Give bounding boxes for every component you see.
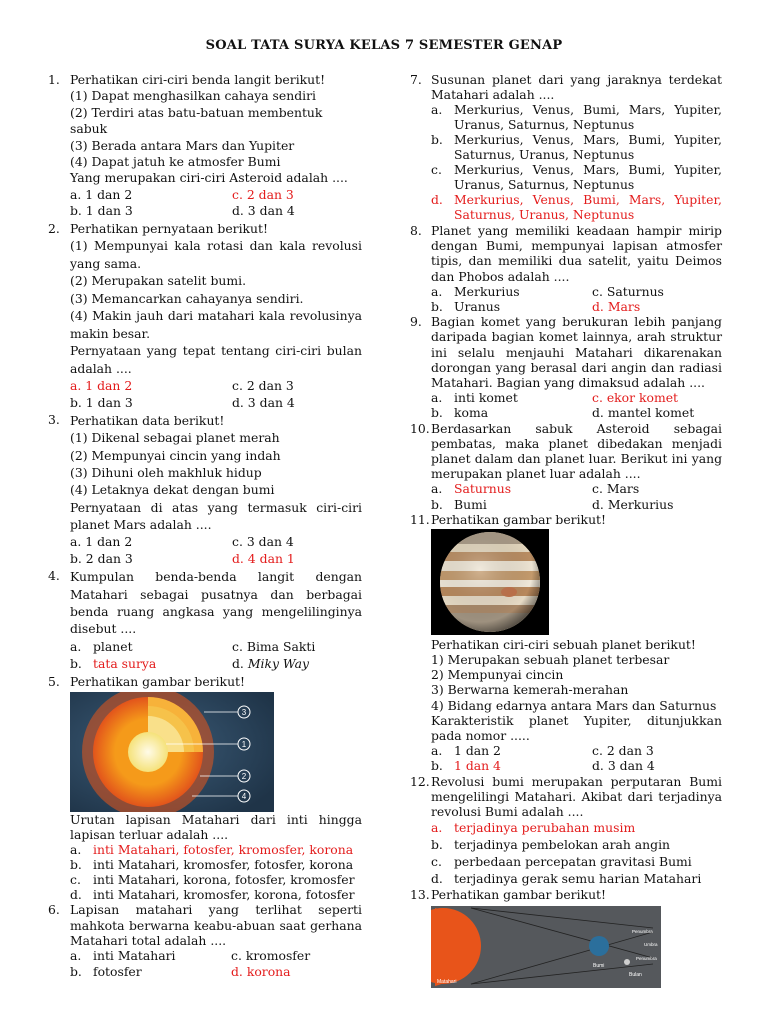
option-b[interactable]: b. 1 dan 3 xyxy=(70,395,133,411)
option-letter: d. xyxy=(592,405,604,421)
option-text: Saturnus xyxy=(606,283,664,299)
statement: (2) Merupakan satelit bumi. xyxy=(70,273,247,289)
option-b[interactable] xyxy=(431,405,592,420)
option-text: terjadinya gerak semu harian Matahari xyxy=(454,871,702,887)
question-number: 6. xyxy=(48,902,60,918)
option-text: mantel komet xyxy=(607,405,695,421)
option-d-answer[interactable] xyxy=(231,964,362,980)
right-column xyxy=(410,72,722,988)
option-text: koma xyxy=(454,405,489,421)
option-d[interactable]: d. 3 dan 4 xyxy=(232,203,295,219)
question-stem: Perhatikan gambar berikut! xyxy=(431,511,607,527)
question-ask-2: Karakteristik planet Yupiter, ditunjukkan pada nomor ..... xyxy=(431,712,722,744)
option-letter: c. xyxy=(70,872,81,888)
option-b[interactable] xyxy=(431,836,722,853)
options xyxy=(431,284,722,314)
sun-label: Matahari xyxy=(437,978,457,985)
option-text: inti Matahari, kromosfer, korona, fotosfer xyxy=(93,887,355,903)
earth-disk xyxy=(589,936,609,956)
question-8 xyxy=(410,223,722,314)
statement: (1) Dikenal sebagai planet merah xyxy=(70,430,280,446)
option-letter: a. xyxy=(70,842,82,858)
options xyxy=(70,533,362,567)
option-b[interactable] xyxy=(70,964,231,980)
option-letter: b. xyxy=(70,963,82,979)
question-number: 2. xyxy=(48,220,60,236)
option-a[interactable]: a. 1 dan 2 xyxy=(70,186,133,202)
option-b[interactable]: b. 1 dan 3 xyxy=(70,203,133,219)
layer-label: 4 xyxy=(241,792,247,802)
option-text: perbedaan percepatan gravitasi Bumi xyxy=(454,854,692,870)
question-6 xyxy=(48,902,362,980)
penumbra-label: Penumbra xyxy=(636,955,657,961)
question-ask: Pernyataan di atas yang termasuk ciri-ciri planet Mars adalah .... xyxy=(70,499,362,532)
option-text: Mars xyxy=(607,299,641,315)
option-letter: d. xyxy=(592,758,604,774)
question-11 xyxy=(410,512,722,774)
option-a[interactable] xyxy=(431,481,592,496)
option-text-answer: inti Matahari, fotosfer, kromosfer, korona xyxy=(93,842,354,858)
option-b[interactable] xyxy=(431,497,592,512)
option-letter: d. xyxy=(592,299,604,315)
statement: 3) Berwarna kemerah-merahan xyxy=(431,682,629,698)
question-stem: Perhatikan ciri-ciri benda langit berikut! xyxy=(70,72,326,87)
option-letter: c. xyxy=(231,947,242,963)
option-b[interactable] xyxy=(431,132,722,162)
option-c[interactable] xyxy=(592,284,722,299)
option-d-answer[interactable]: d. 4 dan 1 xyxy=(232,551,295,567)
question-stem: Bagian komet yang berukuran lebih panjang daripada bagian komet lainnya, arah struktur ini selalu menjauhi Matahari dikarenakan dorongan yang berasal dari angin dan radiasi Matahari. Bagian yang dimaksud adalah .... xyxy=(431,314,722,391)
option-a[interactable] xyxy=(70,638,232,656)
option-letter: a. xyxy=(431,390,443,406)
option-a-answer[interactable] xyxy=(431,819,722,836)
sun-core xyxy=(128,732,168,772)
option-a-answer[interactable]: a. 1 dan 2 xyxy=(70,378,133,394)
question-stem: Berdasarkan sabuk Asteroid sebagai pembatas, maka planet dibedakan menjadi planet dalam dan planet luar. Berikut ini yang merupakan planet luar adalah .... xyxy=(431,420,722,482)
option-text: Merkurius, Venus, Bumi, Mars, Yupiter, Uranus, Saturnus, Neptunus xyxy=(454,102,722,132)
option-text: terjadinya perubahan musim xyxy=(454,820,636,836)
option-text: Uranus xyxy=(454,299,501,315)
option-c[interactable] xyxy=(232,638,362,656)
options xyxy=(431,481,722,511)
layer-label: 1 xyxy=(241,740,247,750)
question-stem: Perhatikan gambar berikut! xyxy=(431,887,607,903)
option-d[interactable] xyxy=(232,655,362,673)
question-stem: Kumpulan benda-benda langit dengan Matahari sebagai pusatnya dan berbagai benda ruang angkasa yang mengelilinginya disebut .... xyxy=(70,569,362,637)
question-ask: Pernyataan yang tepat tentang ciri-ciri bulan adalah .... xyxy=(70,343,362,376)
option-c[interactable]: c. 2 dan 3 xyxy=(232,378,294,394)
option-a[interactable] xyxy=(431,743,592,758)
option-letter: d. xyxy=(431,871,443,887)
option-letter: b. xyxy=(431,405,443,421)
question-stem: Revolusi bumi merupakan perputaran Bumi mengelilingi Matahari. Akibat dari terjadinya revolusi Bumi adalah .... xyxy=(431,773,722,820)
question-1 xyxy=(48,72,362,220)
options xyxy=(70,948,362,980)
option-a[interactable] xyxy=(431,102,722,132)
question-stem: Perhatikan gambar berikut! xyxy=(70,673,246,689)
option-letter: c. xyxy=(232,638,243,654)
option-d[interactable] xyxy=(592,405,722,420)
option-text: Merkurius, Venus, Mars, Bumi, Yupiter, Saturnus, Uranus, Neptunus xyxy=(454,132,722,162)
option-letter: b. xyxy=(431,299,443,315)
option-d-answer[interactable] xyxy=(592,299,722,314)
moon-disk xyxy=(624,959,630,965)
question-2 xyxy=(48,221,362,411)
option-c[interactable] xyxy=(431,162,722,192)
option-letter: a. xyxy=(431,102,443,117)
option-letter: a. xyxy=(431,743,443,759)
question-stem: Perhatikan data berikut! xyxy=(70,413,225,429)
question-10 xyxy=(410,421,722,512)
option-a[interactable]: a. 1 dan 2 xyxy=(70,534,133,550)
option-text-answer: 1 dan 4 xyxy=(454,758,501,774)
option-c[interactable] xyxy=(592,481,722,496)
sun-layers-image xyxy=(70,692,274,812)
option-letter: d. xyxy=(232,656,244,672)
layer-label: 2 xyxy=(241,772,247,782)
statement: (3) Berada antara Mars dan Yupiter xyxy=(70,137,295,153)
option-text: Merkurius xyxy=(454,283,520,299)
option-text: ekor komet xyxy=(606,390,679,406)
option-letter: d. xyxy=(231,963,243,979)
option-letter: d. xyxy=(431,192,443,207)
options xyxy=(431,102,722,222)
question-stem: Planet yang memiliki keadaan hampir mirip dengan Bumi, mempunyai lapisan atmosfer tipis, dan memiliki dua satelit, yaitu Deimos dan Phobos adalah .... xyxy=(431,223,722,284)
statement: (4) Letaknya dekat dengan bumi xyxy=(70,482,275,498)
question-number: 12. xyxy=(410,773,430,789)
option-text: 2 dan 3 xyxy=(606,743,654,759)
option-d-answer[interactable] xyxy=(431,192,722,222)
option-letter: c. xyxy=(431,854,442,870)
statement: (2) Terdiri atas batu-batuan membentuk sabuk xyxy=(70,104,323,137)
option-c[interactable]: c. 3 dan 4 xyxy=(232,534,294,550)
earth-label: Bumi xyxy=(593,962,605,969)
option-text: planet xyxy=(93,638,133,654)
option-text: Merkurius, Venus, Bumi, Mars, Yupiter, Saturnus, Uranus, Neptunus xyxy=(454,192,722,222)
option-a[interactable] xyxy=(70,948,231,964)
statement: 1) Merupakan sebuah planet terbesar xyxy=(431,652,670,668)
statement: 2) Mempunyai cincin xyxy=(431,667,564,683)
option-d[interactable] xyxy=(431,870,722,887)
option-text: fotosfer xyxy=(93,963,142,979)
option-text: Bima Sakti xyxy=(246,638,316,654)
statement: (4) Dapat jatuh ke atmosfer Bumi xyxy=(70,154,281,170)
question-4 xyxy=(48,568,362,673)
option-letter: b. xyxy=(431,837,443,853)
option-text: inti Matahari, kromosfer, fotosfer, korona xyxy=(93,857,354,873)
jupiter-image xyxy=(431,529,549,635)
question-number: 5. xyxy=(48,673,60,689)
option-letter: d. xyxy=(70,887,82,903)
option-b[interactable] xyxy=(70,655,232,673)
options xyxy=(431,390,722,420)
moon-label: Bulan xyxy=(629,971,642,978)
question-13 xyxy=(410,887,722,988)
option-letter: c. xyxy=(592,743,603,759)
option-letter: b. xyxy=(431,132,443,147)
option-text: Miky Way xyxy=(247,656,309,672)
question-number: 11. xyxy=(410,511,430,527)
option-text: inti Matahari xyxy=(93,947,176,963)
question-7 xyxy=(410,72,722,222)
option-letter: c. xyxy=(431,162,442,177)
option-a[interactable] xyxy=(70,842,362,857)
question-stem: Susunan planet dari yang jaraknya terdekat Matahari adalah .... xyxy=(431,72,722,102)
options xyxy=(70,377,362,411)
question-number: 4. xyxy=(48,568,60,584)
option-letter: a. xyxy=(70,947,82,963)
question-number: 8. xyxy=(410,223,422,238)
question-number: 13. xyxy=(410,887,430,903)
option-a[interactable] xyxy=(431,284,592,299)
question-number: 7. xyxy=(410,72,422,87)
option-text-answer: Saturnus xyxy=(454,481,512,497)
option-b[interactable] xyxy=(431,758,592,773)
option-b[interactable] xyxy=(431,299,592,314)
option-letter: c. xyxy=(592,390,603,406)
option-text: inti Matahari, korona, fotosfer, kromosfer xyxy=(93,872,355,888)
option-letter: a. xyxy=(70,638,82,654)
question-number: 1. xyxy=(48,72,60,87)
penumbra-label: Penumbra xyxy=(632,928,653,934)
option-c[interactable] xyxy=(70,872,362,887)
option-letter: b. xyxy=(70,656,82,672)
question-number: 3. xyxy=(48,412,60,428)
option-c[interactable] xyxy=(431,853,722,870)
option-letter: a. xyxy=(431,820,443,836)
option-text: Merkurius, Venus, Mars, Bumi, Yupiter, Uranus, Saturnus, Neptunus xyxy=(454,162,722,192)
statement: (1) Dapat menghasilkan cahaya sendiri xyxy=(70,88,316,104)
option-b[interactable]: b. 2 dan 3 xyxy=(70,551,133,567)
option-text: terjadinya pembelokan arah angin xyxy=(454,837,671,853)
eclipse-diagram xyxy=(431,906,661,988)
question-12 xyxy=(410,774,722,888)
left-column xyxy=(48,72,362,980)
option-text: Merkurius xyxy=(607,496,674,512)
statement: (4) Makin jauh dari matahari kala revolusinya makin besar. xyxy=(70,308,362,341)
page-title: SOAL TATA SURYA KELAS 7 SEMESTER GENAP xyxy=(205,38,563,53)
question-ask: Yang merupakan ciri-ciri Asteroid adalah .... xyxy=(70,170,348,186)
option-text: 3 dan 4 xyxy=(607,758,655,774)
layer-label: 3 xyxy=(241,708,247,718)
option-letter: b. xyxy=(431,496,443,512)
option-d[interactable]: d. 3 dan 4 xyxy=(232,395,295,411)
question-number: 9. xyxy=(410,314,422,330)
options xyxy=(70,187,362,220)
question-ask: Urutan lapisan Matahari dari inti hingga lapisan terluar adalah .... xyxy=(70,812,362,843)
option-letter: b. xyxy=(70,857,82,873)
statement: (1) Mempunyai kala rotasi dan kala revolusi yang sama. xyxy=(70,238,362,271)
option-letter: a. xyxy=(431,283,443,299)
options xyxy=(431,743,722,773)
question-3 xyxy=(48,412,362,567)
umbra-label: Umbra xyxy=(644,941,658,947)
option-text: kromosfer xyxy=(245,947,311,963)
options xyxy=(70,842,362,902)
option-c-answer[interactable] xyxy=(592,390,722,405)
question-9 xyxy=(410,314,722,420)
option-c[interactable] xyxy=(231,948,362,964)
question-5 xyxy=(48,674,362,902)
option-text: 1 dan 2 xyxy=(454,743,501,759)
option-d[interactable] xyxy=(70,887,362,902)
option-letter: b. xyxy=(431,758,443,774)
option-text: Bumi xyxy=(454,496,487,512)
question-ask: Perhatikan ciri-ciri sebuah planet berikut! xyxy=(431,636,696,652)
option-c[interactable] xyxy=(592,743,722,758)
option-a[interactable] xyxy=(431,390,592,405)
option-text: Mars xyxy=(606,481,640,497)
options xyxy=(70,638,362,673)
option-b[interactable] xyxy=(70,857,362,872)
option-c-answer[interactable]: c. 2 dan 3 xyxy=(232,186,294,202)
options xyxy=(431,819,722,887)
option-letter: d. xyxy=(592,496,604,512)
option-d[interactable] xyxy=(592,497,722,512)
question-stem: Perhatikan pernyataan berikut! xyxy=(70,220,268,236)
statement: (3) Dihuni oleh makhluk hidup xyxy=(70,464,262,480)
statement: 4) Bidang edarnya antara Mars dan Saturnus xyxy=(431,697,717,713)
option-text: inti komet xyxy=(454,390,518,406)
option-letter: c. xyxy=(592,283,603,299)
question-stem: Lapisan matahari yang terlihat seperti mahkota berwarna keabu-abuan saat gerhana Matahari total adalah .... xyxy=(70,902,362,948)
question-number: 10. xyxy=(410,420,430,436)
statement: (3) Memancarkan cahayanya sendiri. xyxy=(70,290,304,306)
statement: (2) Mempunyai cincin yang indah xyxy=(70,447,281,463)
option-letter: a. xyxy=(431,481,443,497)
option-d[interactable] xyxy=(592,758,722,773)
option-letter: c. xyxy=(592,481,603,497)
option-text: korona xyxy=(246,963,291,979)
option-text-answer: tata surya xyxy=(93,656,157,672)
